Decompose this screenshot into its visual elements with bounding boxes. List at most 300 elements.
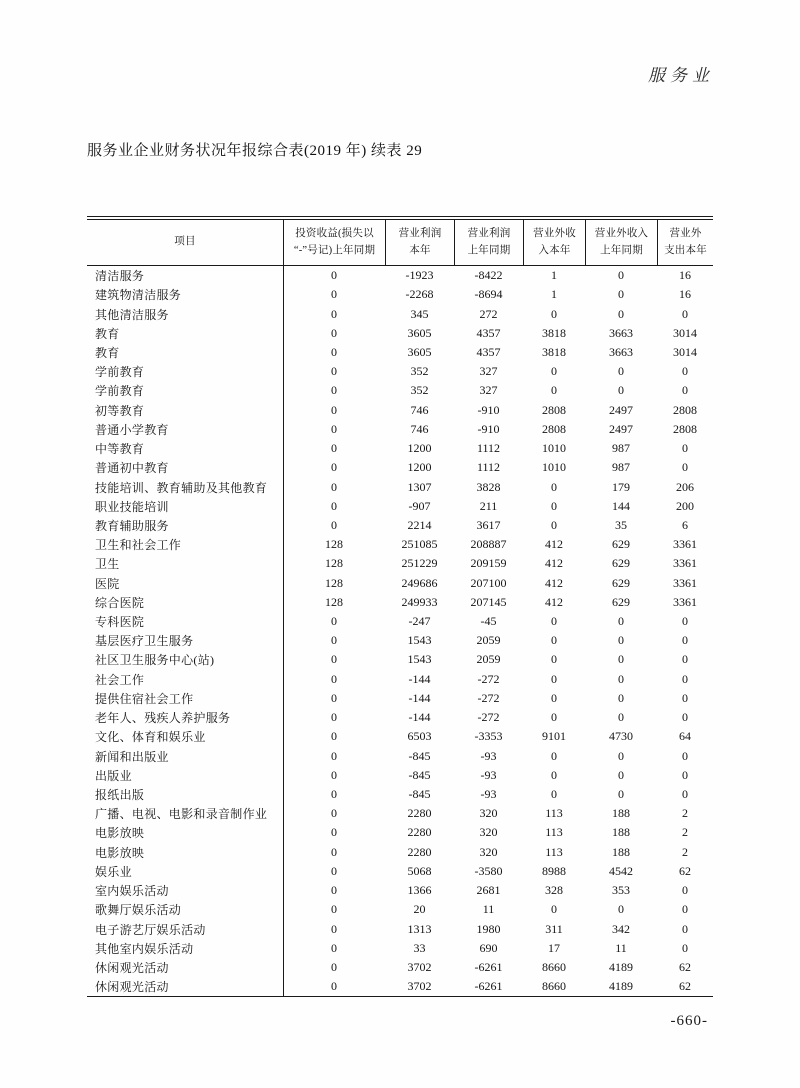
table-row	[87, 458, 713, 477]
cell-value: 629	[612, 575, 630, 590]
row-label: 其他室内娱乐活动	[95, 941, 194, 956]
cell-value: 0	[682, 690, 688, 705]
column-header-5: 营业外收入 上年同期	[585, 220, 657, 265]
row-label: 其他清洁服务	[95, 307, 169, 322]
cell-value: 0	[682, 767, 688, 782]
row-label: 提供住宿社会工作	[95, 691, 194, 706]
cell-value: 1366	[407, 883, 432, 898]
cell-value: 328	[545, 883, 563, 898]
table-body	[87, 266, 713, 996]
cell-value: 0	[331, 767, 337, 782]
cell-value: 9101	[542, 729, 566, 744]
cell-value: 629	[612, 537, 630, 552]
cell-value: 249933	[401, 594, 438, 609]
row-label: 社区卫生服务中心(站)	[95, 653, 215, 668]
cell-value: 3818	[542, 325, 566, 340]
cell-value: 0	[331, 671, 337, 686]
cell-value: 62	[679, 979, 691, 994]
cell-value: 0	[682, 748, 688, 763]
cell-value: 327	[479, 383, 498, 398]
cell-value: 0	[618, 364, 624, 379]
cell-value: 0	[551, 306, 557, 321]
row-label: 学前教育	[95, 365, 145, 380]
cell-value: 0	[331, 806, 337, 821]
row-label: 卫生和社会工作	[95, 538, 182, 553]
page-title: 服务业企业财务状况年报综合表(2019 年) 续表 29	[87, 143, 423, 159]
row-label: 专科医院	[95, 615, 145, 630]
cell-value: 16	[679, 287, 691, 302]
table-row	[87, 266, 713, 285]
cell-value: 128	[325, 537, 343, 552]
cell-value: -144	[408, 671, 431, 686]
cell-value: 0	[618, 268, 624, 283]
page-number: -660-	[670, 1013, 708, 1029]
cell-value: 0	[551, 479, 557, 494]
cell-value: -845	[408, 787, 431, 802]
cell-value: 0	[331, 921, 337, 936]
row-label: 清洁服务	[95, 269, 145, 284]
cell-value: 0	[331, 364, 337, 379]
cell-value: 353	[612, 883, 630, 898]
cell-value: 188	[612, 844, 630, 859]
cell-value: -45	[480, 614, 497, 629]
table-row	[87, 593, 713, 612]
cell-value: 3014	[673, 325, 697, 340]
cell-value: 412	[545, 594, 563, 609]
cell-value: -6261	[474, 979, 503, 994]
cell-value: 0	[331, 690, 337, 705]
cell-value: 987	[612, 441, 630, 456]
cell-value: -8422	[474, 268, 503, 283]
row-label: 教育辅助服务	[95, 518, 169, 533]
cell-value: 0	[682, 671, 688, 686]
financial-summary-table	[87, 216, 713, 997]
cell-value: 2681	[476, 883, 501, 898]
cell-value: 0	[618, 652, 624, 667]
cell-value: -93	[480, 787, 497, 802]
cell-value: 0	[682, 383, 688, 398]
cell-value: 209159	[470, 556, 507, 571]
cell-value: 0	[331, 959, 337, 974]
cell-value: 0	[331, 402, 337, 417]
cell-value: 0	[331, 344, 337, 359]
cell-value: 2280	[407, 806, 432, 821]
cell-value: 0	[331, 383, 337, 398]
cell-value: 412	[545, 556, 563, 571]
cell-value: 0	[331, 652, 337, 667]
cell-value: -93	[480, 748, 497, 763]
cell-value: 0	[618, 690, 624, 705]
cell-value: -144	[408, 690, 431, 705]
table-row	[87, 574, 713, 593]
cell-value: 0	[551, 498, 557, 513]
row-label: 建筑物清洁服务	[95, 288, 182, 303]
cell-value: 2808	[542, 402, 566, 417]
cell-value: 3828	[476, 479, 501, 494]
cell-value: 35	[615, 517, 627, 532]
cell-value: 3663	[609, 325, 633, 340]
cell-value: 311	[545, 921, 563, 936]
cell-value: 3818	[542, 344, 566, 359]
cell-value: 33	[413, 940, 426, 955]
cell-value: 207100	[470, 575, 507, 590]
cell-value: 1200	[407, 460, 432, 475]
cell-value: 1	[551, 287, 557, 302]
cell-value: 0	[331, 710, 337, 725]
cell-value: 200	[676, 498, 694, 513]
table-row	[87, 958, 713, 977]
cell-value: 320	[479, 844, 498, 859]
cell-value: 0	[682, 441, 688, 456]
cell-value: 0	[618, 748, 624, 763]
cell-value: 0	[682, 460, 688, 475]
table-row	[87, 554, 713, 573]
table-row	[87, 362, 713, 381]
table-row	[87, 343, 713, 362]
cell-value: 188	[612, 806, 630, 821]
cell-value: 0	[682, 940, 688, 955]
cell-value: 16	[679, 268, 691, 283]
cell-value: -1923	[405, 268, 434, 283]
table-bottom-rule	[87, 996, 713, 997]
cell-value: 8660	[542, 979, 566, 994]
cell-value: 0	[551, 652, 557, 667]
table-row	[87, 612, 713, 631]
cell-value: 0	[682, 883, 688, 898]
cell-value: 320	[479, 825, 498, 840]
cell-value: 0	[682, 921, 688, 936]
row-label: 广播、电视、电影和录音制作业	[95, 807, 268, 822]
cell-value: 2497	[609, 402, 633, 417]
cell-value: -272	[477, 710, 500, 725]
cell-value: 6503	[407, 729, 432, 744]
cell-value: 1010	[542, 441, 566, 456]
cell-value: 20	[413, 902, 426, 917]
row-label: 普通初中教育	[95, 461, 169, 476]
cell-value: 0	[331, 287, 337, 302]
table-row	[87, 381, 713, 400]
row-label: 职业技能培训	[95, 499, 169, 514]
cell-value: 1543	[407, 652, 432, 667]
cell-value: 206	[676, 479, 694, 494]
cell-value: 0	[682, 787, 688, 802]
row-label: 基层医疗卫生服务	[95, 634, 194, 649]
cell-value: 0	[682, 902, 688, 917]
cell-value: -845	[408, 767, 431, 782]
table-row	[87, 304, 713, 323]
cell-value: 1	[551, 268, 557, 283]
cell-value: 5068	[407, 863, 432, 878]
table-row	[87, 324, 713, 343]
table-row	[87, 746, 713, 765]
cell-value: 188	[612, 825, 630, 840]
cell-value: 2059	[476, 633, 501, 648]
cell-value: 62	[679, 959, 691, 974]
cell-value: 0	[618, 710, 624, 725]
row-label: 休闲观光活动	[95, 960, 169, 975]
cell-value: 0	[331, 940, 337, 955]
cell-value: 412	[545, 575, 563, 590]
cell-value: 0	[682, 652, 688, 667]
page-header-category: 服务业	[648, 66, 714, 85]
row-label: 技能培训、教育辅助及其他教育	[95, 480, 268, 495]
cell-value: 0	[618, 767, 624, 782]
cell-value: -272	[477, 690, 500, 705]
cell-value: 0	[551, 902, 557, 917]
row-label: 教育	[95, 345, 120, 360]
cell-value: 64	[679, 729, 691, 744]
cell-value: 4730	[609, 729, 633, 744]
cell-value: 0	[331, 787, 337, 802]
cell-value: 1313	[407, 921, 432, 936]
cell-value: 211	[479, 498, 498, 513]
cell-value: 17	[548, 940, 560, 955]
row-label: 娱乐业	[95, 864, 132, 879]
cell-value: 0	[551, 690, 557, 705]
cell-value: 0	[551, 710, 557, 725]
cell-value: -2268	[405, 287, 434, 302]
cell-value: -8694	[474, 287, 503, 302]
cell-value: 3361	[673, 556, 697, 571]
cell-value: 345	[410, 306, 429, 321]
cell-value: 0	[331, 460, 337, 475]
cell-value: 0	[331, 883, 337, 898]
row-label: 电子游艺厅娱乐活动	[95, 922, 206, 937]
cell-value: 3361	[673, 594, 697, 609]
table-row	[87, 881, 713, 900]
cell-value: 0	[331, 844, 337, 859]
cell-value: 0	[331, 825, 337, 840]
cell-value: 1307	[407, 479, 432, 494]
cell-value: 2214	[407, 517, 432, 532]
cell-value: 4542	[609, 863, 633, 878]
table-row	[87, 670, 713, 689]
table-header-row	[87, 220, 713, 266]
cell-value: 4357	[476, 344, 501, 359]
cell-value: 746	[410, 421, 429, 436]
cell-value: 0	[331, 748, 337, 763]
cell-value: 0	[331, 729, 337, 744]
cell-value: 320	[479, 806, 498, 821]
cell-value: -247	[408, 614, 431, 629]
cell-value: 0	[551, 517, 557, 532]
cell-value: 412	[545, 537, 563, 552]
cell-value: 0	[331, 902, 337, 917]
cell-value: 746	[410, 402, 429, 417]
cell-value: 11	[615, 940, 627, 955]
column-header-6: 营业外 支出本年	[657, 220, 713, 265]
row-label: 老年人、残疾人养护服务	[95, 711, 231, 726]
table-row	[87, 862, 713, 881]
cell-value: 2808	[673, 421, 697, 436]
cell-value: 1980	[476, 921, 501, 936]
cell-value: 0	[331, 517, 337, 532]
cell-value: 0	[682, 710, 688, 725]
table-row	[87, 420, 713, 439]
row-label: 休闲观光活动	[95, 980, 169, 995]
cell-value: -6261	[474, 959, 503, 974]
cell-value: 8988	[542, 863, 566, 878]
cell-value: 0	[551, 633, 557, 648]
cell-value: 8660	[542, 959, 566, 974]
cell-value: 1200	[407, 441, 432, 456]
cell-value: 1112	[476, 460, 501, 475]
table-row	[87, 785, 713, 804]
cell-value: 1543	[407, 633, 432, 648]
cell-value: 352	[410, 383, 429, 398]
cell-value: 272	[479, 306, 498, 321]
cell-value: 0	[331, 498, 337, 513]
row-label: 中等教育	[95, 442, 145, 457]
row-label: 歌舞厅娱乐活动	[95, 903, 182, 918]
table-row	[87, 285, 713, 304]
row-label: 新闻和出版业	[95, 749, 169, 764]
cell-value: 342	[612, 921, 630, 936]
cell-value: 1112	[476, 441, 501, 456]
table-row	[87, 823, 713, 842]
table-column-divider	[283, 266, 284, 996]
row-label: 初等教育	[95, 403, 145, 418]
column-header-2: 营业利润 本年	[385, 220, 454, 265]
cell-value: 0	[331, 479, 337, 494]
cell-value: 0	[682, 633, 688, 648]
cell-value: 249686	[401, 575, 438, 590]
table-row	[87, 804, 713, 823]
cell-value: 0	[618, 287, 624, 302]
cell-value: 0	[551, 787, 557, 802]
cell-value: 0	[331, 325, 337, 340]
cell-value: 0	[331, 268, 337, 283]
column-header-0: 项目	[174, 236, 196, 248]
cell-value: 0	[331, 863, 337, 878]
table-row	[87, 766, 713, 785]
table-row	[87, 535, 713, 554]
row-label: 室内娱乐活动	[95, 884, 169, 899]
table-row	[87, 516, 713, 535]
row-label: 社会工作	[95, 672, 145, 687]
cell-value: 3361	[673, 537, 697, 552]
cell-value: 0	[551, 383, 557, 398]
cell-value: 352	[410, 364, 429, 379]
cell-value: -3353	[474, 729, 503, 744]
cell-value: 0	[551, 614, 557, 629]
table-row	[87, 401, 713, 420]
row-label: 报纸出版	[95, 788, 145, 803]
cell-value: 62	[679, 863, 691, 878]
cell-value: 3617	[476, 517, 501, 532]
cell-value: 2	[682, 806, 688, 821]
row-label: 学前教育	[95, 384, 145, 399]
cell-value: -144	[408, 710, 431, 725]
cell-value: 0	[682, 364, 688, 379]
cell-value: 144	[612, 498, 630, 513]
table-row	[87, 631, 713, 650]
cell-value: 1010	[542, 460, 566, 475]
table-row	[87, 650, 713, 669]
row-label: 电影放映	[95, 845, 145, 860]
cell-value: 0	[618, 787, 624, 802]
cell-value: -3580	[474, 863, 503, 878]
cell-value: 128	[325, 556, 343, 571]
row-label: 卫生	[95, 557, 120, 572]
column-header-1: 投资收益(损失以 “-”号记)上年同期	[283, 220, 385, 265]
column-header-3: 营业利润 上年同期	[454, 220, 523, 265]
cell-value: 0	[682, 614, 688, 629]
cell-value: 3663	[609, 344, 633, 359]
cell-value: 3702	[407, 959, 432, 974]
row-label: 普通小学教育	[95, 422, 169, 437]
cell-value: 128	[325, 594, 343, 609]
cell-value: 3014	[673, 344, 697, 359]
cell-value: 2059	[476, 652, 501, 667]
cell-value: 2	[682, 825, 688, 840]
table-row	[87, 708, 713, 727]
cell-value: 0	[682, 306, 688, 321]
row-label: 文化、体育和娱乐业	[95, 730, 206, 745]
cell-value: 207145	[470, 594, 507, 609]
cell-value: 2808	[673, 402, 697, 417]
table-row	[87, 900, 713, 919]
cell-value: 113	[545, 844, 563, 859]
cell-value: 0	[618, 614, 624, 629]
cell-value: 690	[479, 940, 498, 955]
cell-value: 4357	[476, 325, 501, 340]
cell-value: 128	[325, 575, 343, 590]
column-header-4: 营业外收 入本年	[523, 220, 585, 265]
cell-value: 987	[612, 460, 630, 475]
cell-value: -272	[477, 671, 500, 686]
cell-value: 2280	[407, 844, 432, 859]
cell-value: 3361	[673, 575, 697, 590]
cell-value: 0	[331, 441, 337, 456]
cell-value: -910	[477, 402, 500, 417]
cell-value: 251229	[401, 556, 438, 571]
row-label: 医院	[95, 576, 120, 591]
table-row	[87, 477, 713, 496]
row-label: 综合医院	[95, 595, 145, 610]
cell-value: 0	[551, 364, 557, 379]
cell-value: 2280	[407, 825, 432, 840]
cell-value: -845	[408, 748, 431, 763]
cell-value: 208887	[470, 537, 507, 552]
cell-value: -910	[477, 421, 500, 436]
cell-value: 0	[618, 383, 624, 398]
cell-value: 4189	[609, 959, 633, 974]
table-row	[87, 939, 713, 958]
cell-value: 0	[551, 748, 557, 763]
cell-value: 0	[618, 671, 624, 686]
cell-value: 3605	[407, 325, 432, 340]
cell-value: 2497	[609, 421, 633, 436]
cell-value: 6	[682, 517, 688, 532]
cell-value: 0	[618, 633, 624, 648]
cell-value: 3702	[407, 979, 432, 994]
cell-value: 629	[612, 556, 630, 571]
table-row	[87, 439, 713, 458]
cell-value: 0	[331, 306, 337, 321]
cell-value: 0	[551, 767, 557, 782]
cell-value: 629	[612, 594, 630, 609]
cell-value: -93	[480, 767, 497, 782]
cell-value: 2	[682, 844, 688, 859]
cell-value: 0	[551, 671, 557, 686]
cell-value: 0	[331, 614, 337, 629]
cell-value: 0	[618, 306, 624, 321]
table-row	[87, 727, 713, 746]
row-label: 出版业	[95, 768, 132, 783]
cell-value: 0	[331, 633, 337, 648]
cell-value: 2808	[542, 421, 566, 436]
